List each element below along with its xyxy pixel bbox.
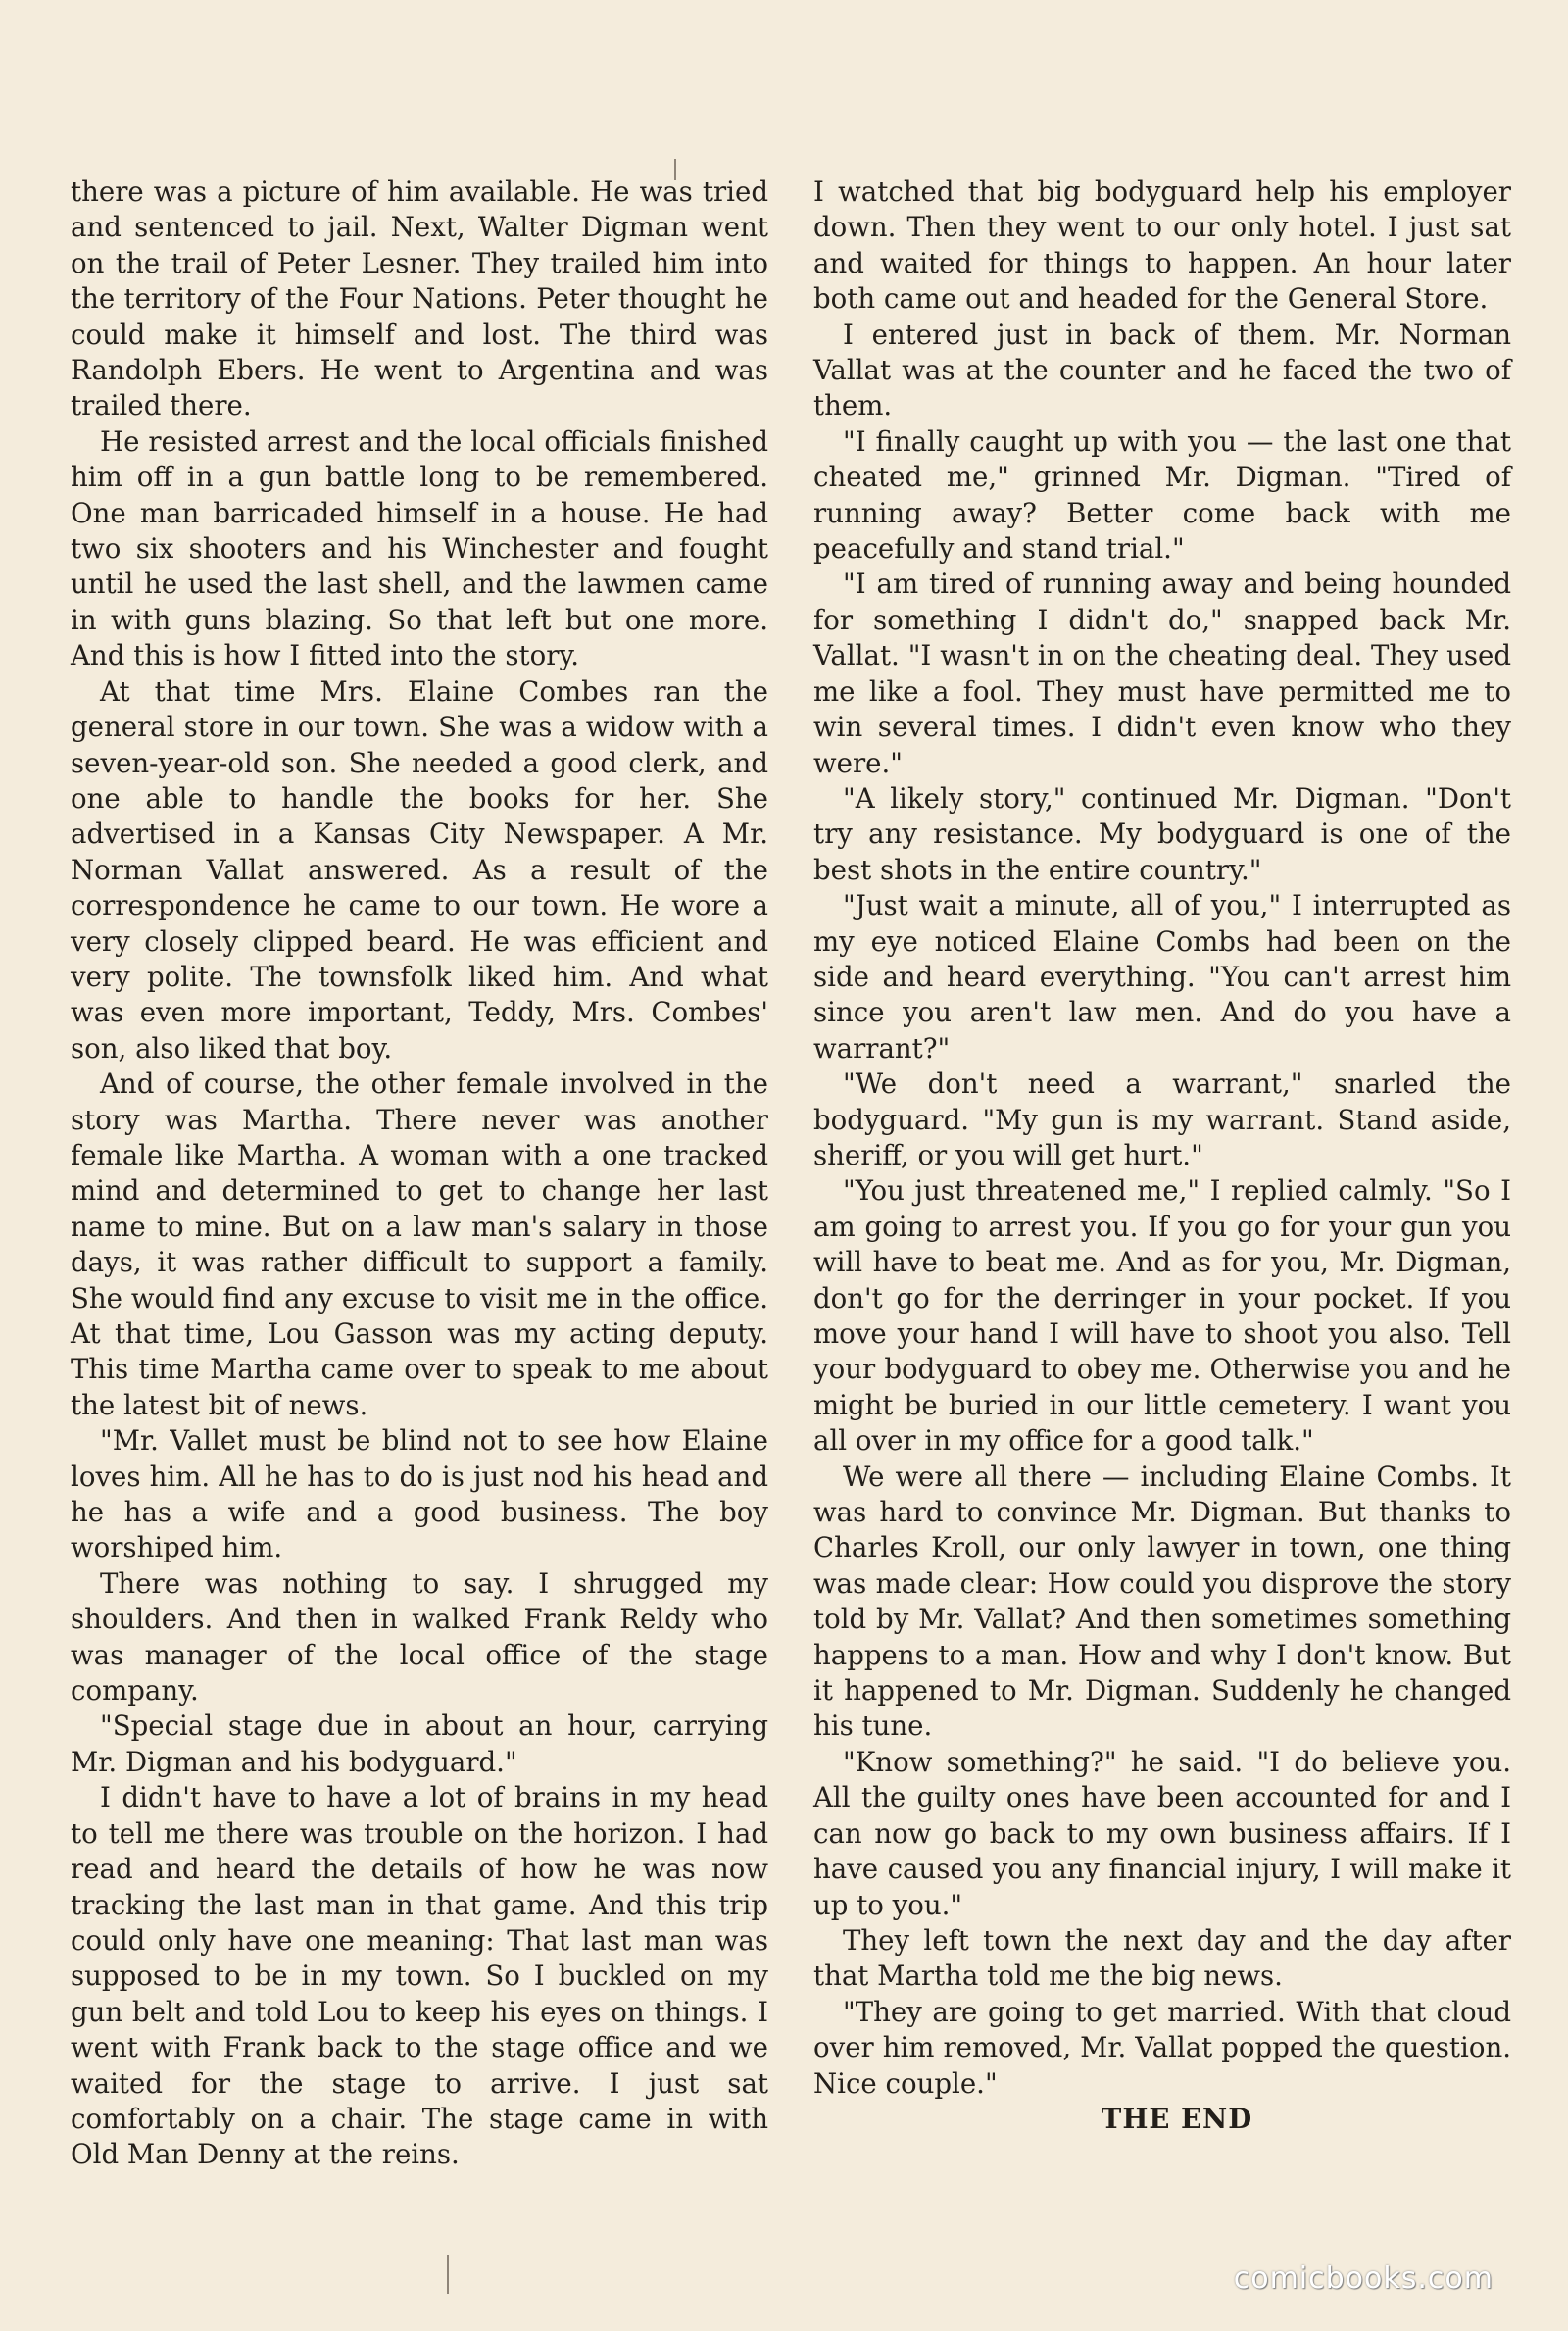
paragraph: "I finally caught up with you — the last one that cheated me," grinned Mr. Digman. "Tired of running away? Better come back with me peacefully and stand trial." [813, 424, 1511, 566]
paragraph: I watched that big bodyguard help his employer down. Then they went to our only hotel. I just sat and waited for things to happen. An hour later both came out and headed for the General Store. [813, 175, 1511, 316]
the-end-label: THE END [1101, 2102, 1253, 2135]
paragraph: "They are going to get married. With that cloud over him removed, Mr. Vallat popped the question. Nice couple." [813, 1995, 1511, 2100]
paragraph: "Know something?" he said. "I do believe you. All the guilty ones have been accounted for and I can now go back to my own business affairs. If I have caused you any financial injury, I will make it up to you." [813, 1745, 1511, 1921]
paragraph: And of course, the other female involved in the story was Martha. There never was another female like Martha. A woman with a one tracked mind and determined to get to change her last name to mine. But on a law man's salary in those days, it was rather difficult to support a family. She would find any excuse to visit me in the office. At that time, Lou Gasson was my acting deputy. This time Martha came over to speak to me about the latest bit of news. [71, 1067, 768, 1421]
paragraph: I entered just in back of them. Mr. Norman Vallat was at the counter and he faced the two of them. [813, 318, 1511, 422]
paragraph: "A likely story," continued Mr. Digman. "Don't try any resistance. My bodyguard is one of the best shots in the entire country." [813, 781, 1511, 886]
paragraph: He resisted arrest and the local officials finished him off in a gun battle long to be remembered. One man barricaded himself in a house. He had two six shooters and his Winchester and fought until he used the last shell, and the lawmen came in with guns blazing. So that left but one more. And this is how I fitted into the story. [71, 424, 768, 672]
right-column [813, 174, 1511, 2174]
paragraph: "Just wait a minute, all of you," I interrupted as my eye noticed Elaine Combs had been on the side and heard everything. "You can't arrest him since you aren't law men. And do you have a warrant?" [813, 889, 1511, 1065]
paragraph: there was a picture of him available. He was tried and sentenced to jail. Next, Walter Digman went on the trail of Peter Lesner. They trailed him into the territory of the Four Nations. Peter thought he could make it himself and lost. The third was Randolph Ebers. He went to Argentina and was trailed there. [71, 175, 768, 422]
left-column [71, 174, 768, 2174]
paragraph: "We don't need a warrant," snarled the bodyguard. "My gun is my warrant. Stand aside, sheriff, or you will get hurt." [813, 1067, 1511, 1171]
paragraph: "Special stage due in about an hour, carrying Mr. Digman and his bodyguard." [71, 1710, 768, 1778]
paragraph: They left town the next day and the day after that Martha told me the big news. [813, 1923, 1511, 1993]
paragraph: "Mr. Vallet must be blind not to see how Elaine loves him. All he has to do is just nod his head and he has a wife and a good business. The boy worshiped him. [71, 1424, 768, 1564]
paragraph: We were all there — including Elaine Combs. It was hard to convince Mr. Digman. But thanks to Charles Kroll, our only lawyer in town, one thing was made clear: How could you disprove the story told by Mr. Vallat? And then sometimes something happens to a man. How and why I don't know. But it happened to Mr. Digman. Suddenly he changed his tune. [813, 1460, 1511, 1743]
paragraph: I didn't have to have a lot of brains in my head to tell me there was trouble on the horizon. I had read and heard the details of how he was now tracking the last man in that game. And this trip could only have one meaning: That last man was supposed to be in my town. So I buckled on my gun belt and told Lou to keep his eyes on things. I went with Frank back to the stage office and we waited for the stage to arrive. I just sat comfortably on a chair. The stage came in with Old Man Denny at the reins. [71, 1781, 768, 2171]
paragraph: "You just threatened me," I replied calmly. "So I am going to arrest you. If you go for your gun you will have to beat me. And as for you, Mr. Digman, don't go for the derringer in your pocket. If you move your hand I will have to shoot you also. Tell your bodyguard to obey me. Otherwise you and he might be buried in our little cemetery. I want you all over in my office for a good talk." [813, 1174, 1511, 1458]
watermark: comicbooks.com [1233, 2261, 1494, 2296]
text-columns [71, 174, 1511, 2174]
paragraph: At that time Mrs. Elaine Combes ran the general store in our town. She was a widow with a seven-year-old son. She needed a good clerk, and one able to handle the books for her. She advertised in a Kansas City Newspaper. A Mr. Norman Vallat answered. As a result of the correspondence he came to our town. He wore a very closely clipped beard. He was efficient and very polite. The townsfolk liked him. And what was even more important, Teddy, Mrs. Combes' son, also liked that boy. [71, 674, 768, 1065]
paragraph: "I am tired of running away and being hounded for something I didn't do," snapped back Mr. Vallat. "I wasn't in on the cheating deal. They used me like a fool. They must have permitted me to win several times. I didn't even know who they were." [813, 568, 1511, 779]
print-mark [447, 2255, 449, 2294]
paragraph: There was nothing to say. I shrugged my shoulders. And then in walked Frank Reldy who was manager of the local office of the stage company. [71, 1566, 768, 1708]
